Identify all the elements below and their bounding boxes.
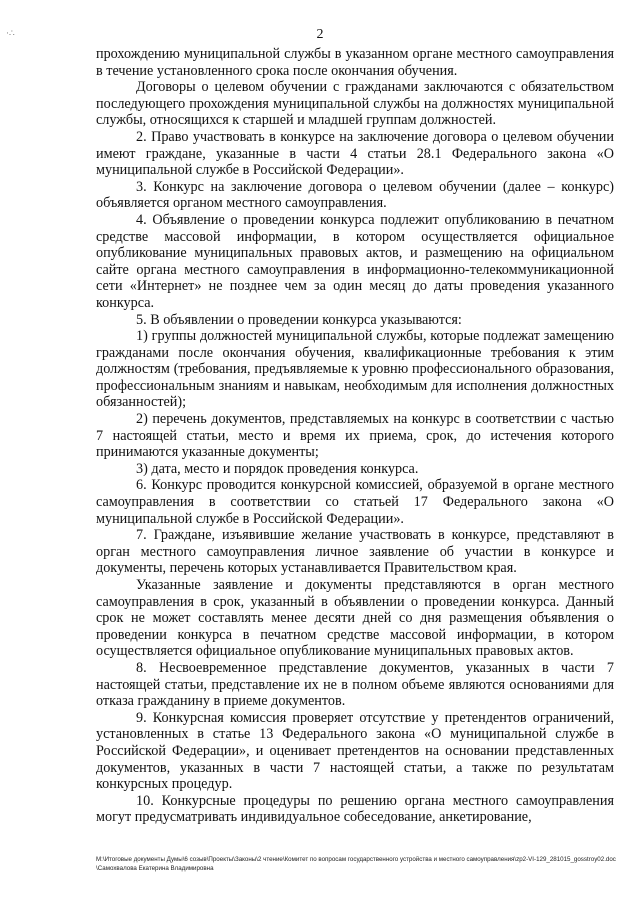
paragraph-10-procedures: 10. Конкурсные процедуры по решению органа местного самоуправления могут предусматривать индивидуальное собеседование, анкетирование, [96, 792, 614, 826]
paragraph-5-announcement-contents: 5. В объявлении о проведении конкурса указываются: [136, 311, 462, 328]
paragraph-6-commission: 6. Конкурс проводится конкурсной комиссией, образуемой в органе местного самоуправления в соответствии со статьей 17 Федерального закона «О муниципальной службе в Российской Федерации». [96, 477, 614, 527]
paragraph-target-contracts: Договоры о целевом обучении с гражданами заключаются с обязательством последующего прохождения муниципальной службы на должностях муниципальной службы, относящихся к старшей и младшей группам должностей. [96, 79, 614, 129]
footer-file-path: М:\Итоговые документы Думы\6 созыв\Проекты\Законы\2 чтение\Комитет по вопросам государственного устройства и местного самоуправления\zp2-VI-129_281015_gosstroy02.doc\Самохвалова Екатерина Владимировна [96, 856, 616, 872]
paragraph-9-commission-review: 9. Конкурсная комиссия проверяет отсутствие у претендентов ограничений, установленных в статье 13 Федерального закона «О муниципальной службе в Российской Федерации», и оценивает претендентов на основании представленных документов, указанных в части 7 настоящей статьи, а также по результатам конкурсных процедур. [96, 709, 614, 793]
paragraph-8-late-submission: 8. Несвоевременное представление документов, указанных в части 7 настоящей статьи, представление их не в полном объеме являются основаниями для отказа гражданину в приеме документов. [96, 659, 614, 710]
paragraph-7-applications: 7. Граждане, изъявившие желание участвовать в конкурсе, представляют в орган местного самоуправления личное заявление об участии в конкурсе и документы, перечень которых устанавливается Правительством края. [96, 527, 614, 577]
paragraph-continuation: прохождению муниципальной службы в указанном органе местного самоуправления в течение установленного срока после окончания обучения. [96, 46, 614, 79]
document-body [96, 46, 614, 826]
scan-artifact-mark: ·∴ [6, 28, 15, 38]
list-item-3-date-place: 3) дата, место и порядок проведения конкурса. [136, 460, 419, 477]
list-item-2-documents-list: 2) перечень документов, представляемых на конкурс в соответствии с частью 7 настоящей статьи, место и время их приема, срок, до истечения которого принимаются указанные документы; [96, 411, 614, 461]
paragraph-3-competition-announced: 3. Конкурс на заключение договора о целевом обучении (далее – конкурс) объявляется органом местного самоуправления. [96, 178, 614, 212]
paragraph-7-submission-term: Указанные заявление и документы представляются в орган местного самоуправления в срок, указанный в объявлении о проведении конкурса. Данный срок не может составлять менее десяти дней со дня размещения объявления о проведении конкурса в печатном средстве массовой информации, в котором осуществляется официальное опубликование муниципальных правовых актов. [96, 577, 614, 660]
list-item-1-position-groups: 1) группы должностей муниципальной службы, которые подлежат замещению гражданами после окончания обучения, квалификационные требования к этим должностям (требования, предъявляемые к уровню профессионального образования, профессиональным знаниям и навыкам, необходимым для исполнения должностных обязанностей); [96, 328, 614, 411]
page-number: 2 [316, 27, 324, 42]
paragraph-4-announcement-publication: 4. Объявление о проведении конкурса подлежит опубликованию в печатном средстве массовой информации, в котором осуществляется официальное опубликование муниципальных правовых актов, и размещению на официальном сайте органа местного самоуправления в информационно-телекоммуникационной сети «Интернет» не позднее чем за один месяц до даты проведения указанного конкурса. [96, 211, 614, 311]
paragraph-2-right-to-participate: 2. Право участвовать в конкурсе на заключение договора о целевом обучении имеют граждане, указанные в части 4 статьи 28.1 Федерального закона «О муниципальной службе в Российской Федерации». [96, 128, 614, 179]
